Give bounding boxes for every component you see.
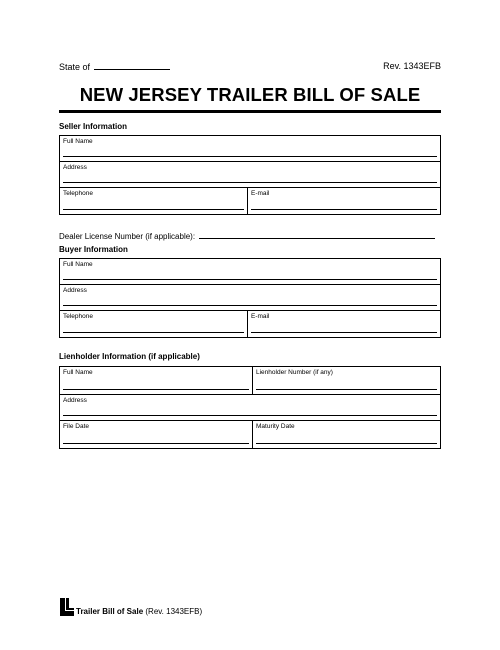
dealer-license-field bbox=[59, 231, 435, 241]
seller-address-row bbox=[60, 162, 440, 188]
footer-text bbox=[76, 607, 202, 616]
lienholder-address-row bbox=[60, 395, 440, 421]
buyer-telephone-field[interactable] bbox=[60, 311, 247, 337]
buyer-telephone-line bbox=[63, 332, 244, 333]
lienholder-address-line bbox=[63, 415, 437, 416]
lienholder-maturity-date-field[interactable] bbox=[252, 421, 440, 448]
lienholder-file-date-line bbox=[63, 443, 249, 444]
lienholder-number-field[interactable] bbox=[252, 367, 440, 394]
seller-heading: Seller Information bbox=[59, 122, 128, 131]
seller-address-label: Address bbox=[63, 164, 87, 171]
buyer-address-line bbox=[63, 305, 437, 306]
buyer-full-name-field[interactable] bbox=[60, 259, 440, 284]
lienholder-file-date-field[interactable] bbox=[60, 421, 252, 448]
seller-email-label: E-mail bbox=[251, 190, 270, 197]
buyer-full-name-row bbox=[60, 259, 440, 285]
buyer-email-label: E-mail bbox=[251, 313, 270, 320]
seller-email-line bbox=[251, 209, 437, 210]
state-blank[interactable] bbox=[94, 61, 170, 70]
seller-telephone-line bbox=[63, 209, 244, 210]
buyer-address-label: Address bbox=[63, 287, 87, 294]
document-title: NEW JERSEY TRAILER BILL OF SALE bbox=[79, 84, 421, 105]
legal-templates-logo-icon bbox=[59, 597, 76, 617]
lienholder-maturity-date-line bbox=[256, 443, 437, 444]
buyer-contact-row bbox=[60, 311, 440, 337]
lienholder-dates-row bbox=[60, 421, 440, 448]
seller-telephone-label: Telephone bbox=[63, 190, 93, 197]
buyer-address-row bbox=[60, 285, 440, 311]
seller-address-line bbox=[63, 182, 437, 183]
lienholder-full-name-field[interactable] bbox=[60, 367, 252, 394]
buyer-full-name-line bbox=[63, 279, 437, 280]
buyer-box bbox=[59, 258, 441, 338]
state-label: State of bbox=[59, 62, 91, 72]
buyer-telephone-label: Telephone bbox=[63, 313, 93, 320]
lienholder-maturity-date-label: Maturity Date bbox=[256, 423, 295, 430]
seller-contact-row bbox=[60, 188, 440, 214]
lienholder-file-date-label: File Date bbox=[63, 423, 90, 430]
title-divider bbox=[59, 110, 441, 113]
seller-email-field[interactable] bbox=[247, 188, 440, 214]
buyer-full-name-label: Full Name bbox=[63, 261, 93, 268]
dealer-license-blank[interactable] bbox=[199, 231, 435, 239]
lienholder-address-label: Address bbox=[63, 397, 87, 404]
buyer-email-line bbox=[251, 332, 437, 333]
seller-box bbox=[59, 135, 441, 215]
buyer-email-field[interactable] bbox=[247, 311, 440, 337]
footer-title: Trailer Bill of Sale bbox=[76, 607, 144, 616]
lienholder-box bbox=[59, 366, 441, 449]
lienholder-heading: Lienholder Information (if applicable) bbox=[59, 352, 200, 361]
lienholder-full-name-line bbox=[63, 389, 249, 390]
footer-rev: (Rev. 1343EFB) bbox=[145, 607, 203, 616]
buyer-address-field[interactable] bbox=[60, 285, 440, 310]
lienholder-full-name-label: Full Name bbox=[63, 369, 93, 376]
lienholder-number-line bbox=[256, 389, 437, 390]
seller-full-name-line bbox=[63, 156, 437, 157]
lienholder-number-label: Lienholder Number (if any) bbox=[256, 369, 333, 376]
seller-full-name-row bbox=[60, 136, 440, 162]
buyer-heading: Buyer Information bbox=[59, 245, 128, 254]
seller-address-field[interactable] bbox=[60, 162, 440, 187]
seller-telephone-field[interactable] bbox=[60, 188, 247, 214]
lienholder-address-field[interactable] bbox=[60, 395, 440, 420]
lienholder-name-row bbox=[60, 367, 440, 395]
seller-full-name-field[interactable] bbox=[60, 136, 440, 161]
dealer-license-label: Dealer License Number (if applicable): bbox=[59, 232, 196, 241]
seller-full-name-label: Full Name bbox=[63, 138, 93, 145]
state-field bbox=[59, 61, 170, 72]
revision-code: Rev. 1343EFB bbox=[383, 61, 441, 71]
